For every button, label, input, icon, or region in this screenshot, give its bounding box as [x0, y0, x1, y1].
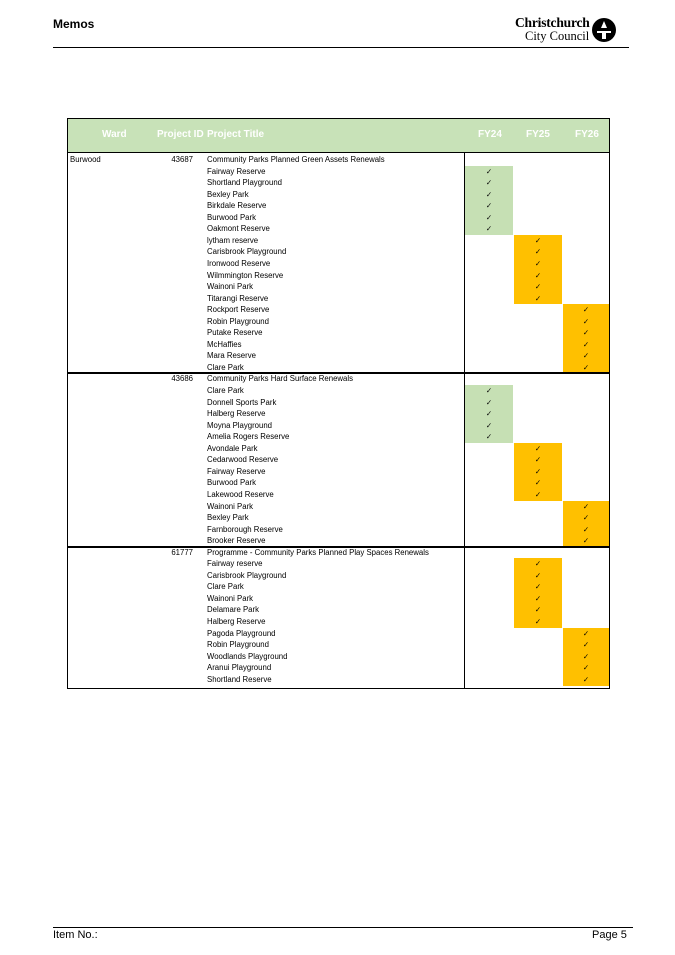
ward-cell: Burwood: [70, 155, 101, 164]
project-id-cell: 43687: [171, 155, 193, 164]
site-name-cell: Amelia Rogers Reserve: [207, 432, 290, 442]
site-name-cell: Pagoda Playground: [207, 628, 276, 638]
project-title-cell: Programme - Community Parks Planned Play Spaces Renewals: [207, 547, 429, 557]
site-name-cell: Wainoni Park: [207, 282, 254, 292]
tick-icon: ✓: [534, 617, 542, 626]
tick-icon: ✓: [582, 640, 590, 650]
site-name-cell: Clare Park: [207, 362, 244, 372]
header-rule: [53, 47, 629, 48]
site-name-cell: Robin Playground: [207, 316, 269, 326]
site-name-cell: Farnborough Reserve: [207, 524, 283, 534]
tick-icon: ✓: [485, 386, 493, 395]
site-name-cell: Rockport Reserve: [207, 305, 270, 315]
item-number-label: Item No.:: [53, 929, 98, 941]
site-name-cell: Putake Reserve: [207, 328, 263, 338]
site-name-cell: Aranui Playground: [207, 663, 272, 673]
site-name-cell: Brooker Reserve: [207, 536, 266, 546]
tick-icon: ✓: [534, 466, 542, 476]
tick-icon: ✓: [534, 270, 542, 280]
project-title-cell: Community Parks Hard Surface Renewals: [207, 374, 354, 384]
tick-icon: ✓: [534, 247, 542, 257]
site-name-cell: Mara Reserve: [207, 351, 256, 361]
tick-icon: ✓: [485, 432, 493, 442]
site-name-cell: Woodlands Playground: [207, 651, 288, 661]
site-name-cell: Shortland Reserve: [207, 674, 272, 684]
tick-icon: ✓: [485, 397, 493, 407]
site-name-cell: Avondale Park: [207, 443, 258, 453]
site-name-cell: Wilmmington Reserve: [207, 270, 284, 280]
tick-icon: ✓: [534, 605, 542, 615]
site-name-cell: Cedarwood Reserve: [207, 455, 279, 465]
column-header-fy25: FY25: [526, 129, 550, 140]
project-renewals-table: [67, 118, 610, 689]
column-header-project-title: Project Title: [207, 129, 265, 140]
council-logo: [515, 15, 620, 45]
tick-icon: ✓: [582, 316, 590, 326]
site-name-cell: Fairway Reserve: [207, 466, 266, 476]
site-name-cell: Donnell Sports Park: [207, 397, 277, 407]
tick-icon: ✓: [534, 258, 542, 268]
tick-icon: ✓: [582, 513, 590, 523]
site-name-cell: Ironwood Reserve: [207, 258, 271, 268]
tick-icon: ✓: [582, 524, 590, 534]
tick-icon: ✓: [582, 674, 590, 684]
column-header-project-id: Project ID: [157, 129, 204, 140]
tick-icon: ✓: [485, 212, 493, 222]
tick-icon: ✓: [582, 663, 590, 673]
tick-icon: ✓: [534, 478, 542, 488]
site-name-cell: Carisbrook Playground: [207, 247, 287, 257]
tick-icon: ✓: [534, 443, 542, 453]
tick-icon: ✓: [582, 351, 590, 361]
tick-icon: ✓: [534, 593, 542, 603]
site-name-cell: Burwood Park: [207, 478, 256, 488]
site-name-cell: Clare Park: [207, 386, 244, 395]
site-name-cell: Shortland Playground: [207, 178, 282, 188]
tick-icon: ✓: [534, 282, 542, 292]
footer-rule: [53, 927, 633, 928]
logo-line-2: City Council: [525, 29, 590, 43]
project-id-cell: 61777: [171, 547, 193, 557]
site-name-cell: Halberg Reserve: [207, 409, 266, 419]
tick-icon: ✓: [534, 559, 542, 569]
project-id-cell: 43686: [171, 374, 193, 384]
tick-icon: ✓: [485, 189, 493, 199]
tick-icon: ✓: [534, 582, 542, 592]
tick-icon: ✓: [485, 178, 493, 188]
site-name-cell: Birkdale Reserve: [207, 201, 267, 211]
tick-icon: ✓: [485, 224, 493, 234]
tick-icon: ✓: [534, 455, 542, 465]
logo-line-1: Christchurch: [515, 15, 590, 30]
tick-icon: ✓: [582, 536, 590, 546]
tick-icon: ✓: [582, 501, 590, 511]
tick-icon: ✓: [582, 328, 590, 338]
site-name-cell: Clare Park: [207, 582, 244, 592]
tick-icon: ✓: [534, 235, 542, 245]
site-name-cell: Oakmont Reserve: [207, 224, 270, 234]
tick-icon: ✓: [534, 293, 542, 303]
tick-icon: ✓: [582, 339, 590, 349]
tick-icon: ✓: [485, 409, 493, 419]
tick-icon: ✓: [485, 420, 493, 430]
tick-icon: ✓: [534, 570, 542, 580]
site-name-cell: Robin Playground: [207, 640, 269, 650]
site-name-cell: Burwood Park: [207, 212, 256, 222]
tick-icon: ✓: [534, 489, 542, 499]
site-name-cell: Wainoni Park: [207, 593, 254, 603]
page-number: Page 5: [592, 929, 627, 941]
column-header-fy24: FY24: [478, 129, 502, 140]
cathedral-emblem-icon: [591, 17, 617, 43]
tick-icon: ✓: [485, 201, 493, 211]
site-name-cell: Wainoni Park: [207, 501, 254, 511]
site-name-cell: Lakewood Reserve: [207, 489, 274, 499]
site-name-cell: Bexley Park: [207, 189, 249, 199]
tick-icon: ✓: [485, 166, 493, 176]
site-name-cell: Moyna Playground: [207, 420, 273, 430]
tick-icon: ✓: [582, 628, 590, 638]
tick-icon: ✓: [582, 305, 590, 315]
site-name-cell: Fairway reserve: [207, 559, 263, 569]
site-name-cell: Bexley Park: [207, 513, 249, 523]
column-header-ward: Ward: [102, 129, 127, 140]
table-header-row: [68, 119, 609, 153]
site-name-cell: lytham reserve: [207, 235, 259, 245]
site-name-cell: Carisbrook Playground: [207, 570, 287, 580]
page-section-label: Memos: [53, 17, 95, 31]
site-name-cell: Halberg Reserve: [207, 617, 266, 626]
column-header-fy26: FY26: [575, 129, 599, 140]
project-title-cell: Community Parks Planned Green Assets Renewals: [207, 155, 385, 164]
site-name-cell: McHaffies: [207, 339, 242, 349]
site-name-cell: Fairway Reserve: [207, 166, 266, 176]
tick-icon: ✓: [582, 362, 590, 372]
tick-icon: ✓: [582, 651, 590, 661]
site-name-cell: Delamare Park: [207, 605, 259, 615]
site-name-cell: Titarangi Reserve: [207, 293, 269, 303]
